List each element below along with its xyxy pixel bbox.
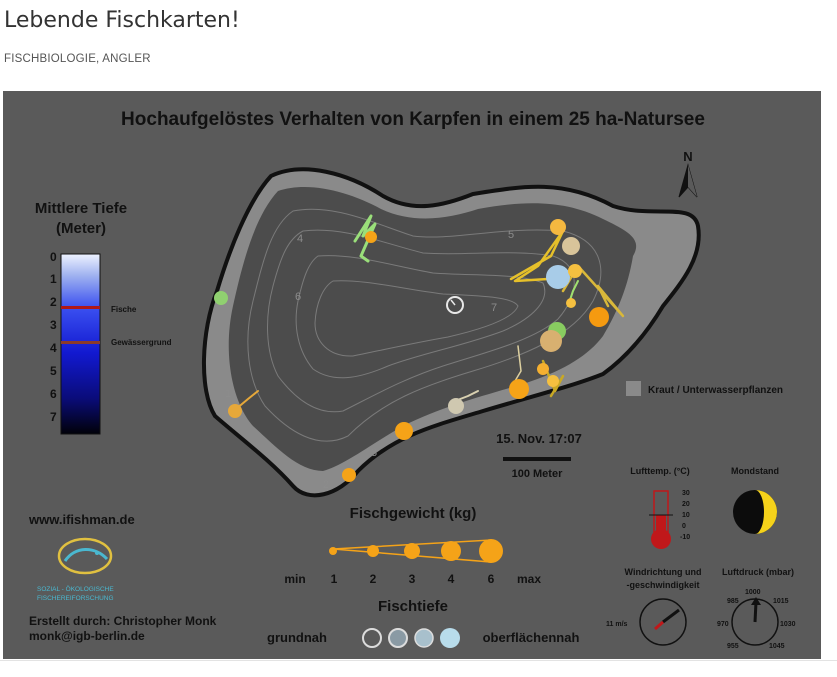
scale-label: 100 Meter (511, 468, 563, 480)
depth-left-label: grundnah (267, 630, 327, 645)
credit-email[interactable]: monk@igb-berlin.de (29, 629, 145, 643)
fish-marker[interactable] (509, 379, 529, 399)
depth-tick: 5 (50, 364, 57, 378)
air-temp-tick: 10 (682, 512, 690, 519)
fish-marker[interactable] (547, 375, 559, 387)
contour-label-7: 7 (491, 302, 498, 314)
wind-needle-tail (655, 622, 663, 629)
weight-value: 6 (487, 572, 495, 586)
depth-tick: 7 (50, 410, 57, 424)
credit-author: Erstellt durch: Christopher Monk (29, 614, 217, 628)
weight-title: Fischgewicht (kg) (349, 505, 477, 522)
depth-legend-title: Mittlere Tiefe (34, 200, 128, 217)
depth-swatch-3 (415, 629, 433, 647)
depth-swatch-2 (389, 629, 407, 647)
weight-value: 2 (369, 572, 377, 586)
weight-min-label: min (284, 572, 306, 586)
depth-right-label: oberflächennah (482, 630, 580, 645)
contour-label-5: 5 (508, 229, 515, 241)
fish-marker[interactable] (342, 468, 356, 482)
fish-marker[interactable] (562, 237, 580, 255)
fish-depth-marker (61, 306, 100, 309)
logo-text-line2: FISCHEREIFORSCHUNG (37, 595, 114, 602)
weight-value: 1 (330, 572, 338, 586)
bottom-depth-label: Gewässergrund (111, 338, 172, 347)
wind-title-line2: -geschwindigkeit (626, 580, 700, 590)
fish-marker[interactable] (568, 264, 582, 278)
depth-tick: 0 (50, 250, 57, 264)
depth-legend-unit: (Meter) (55, 220, 107, 237)
map-title: Hochaufgelöstes Verhalten von Karpfen in einem 25 ha-Natursee (121, 109, 705, 130)
fish-marker[interactable] (589, 307, 609, 327)
weight-dot-6 (479, 539, 503, 563)
weight-dot-1 (329, 547, 337, 555)
weight-max-label: max (516, 572, 542, 586)
pressure-tick: 1000 (745, 589, 761, 596)
contour-label-4: 4 (297, 233, 304, 245)
fish-map-figure (3, 91, 821, 659)
air-temp-tick: -10 (680, 534, 691, 541)
plants-legend-swatch (626, 381, 641, 396)
depth-swatch-4 (440, 628, 460, 648)
pressure-tick: 985 (727, 598, 739, 605)
contour-label-3: 3 (371, 447, 378, 459)
weight-value: 3 (408, 572, 416, 586)
depth-tick: 2 (50, 295, 57, 309)
pressure-tick: 970 (717, 621, 729, 628)
plants-legend-label: Kraut / Unterwasserpflanzen (648, 385, 784, 396)
depth-tick: 6 (50, 387, 57, 401)
fish-depth-label: Fische (111, 305, 137, 314)
fish-marker[interactable] (566, 298, 576, 308)
fish-marker[interactable] (214, 291, 228, 305)
moon-title: Mondstand (731, 466, 779, 476)
north-label: N (683, 149, 693, 164)
bottom-divider (0, 660, 837, 661)
depth-tick: 4 (50, 341, 57, 355)
page-title: Lebende Fischkarten! (4, 8, 240, 33)
timestamp: 15. Nov. 17:07 (496, 431, 582, 446)
contour-label-6: 6 (295, 291, 302, 303)
pressure-title: Luftdruck (mbar) (722, 567, 794, 577)
weight-dot-2 (367, 545, 379, 557)
depth-tick: 1 (50, 272, 57, 286)
fish-marker[interactable] (537, 363, 549, 375)
air-temp-ticks (680, 490, 690, 541)
fish-marker[interactable] (365, 231, 377, 243)
air-temp-tick: 30 (682, 490, 690, 497)
wind-title-line1: Windrichtung und (624, 567, 702, 577)
contour-label-1: 1 (225, 388, 232, 400)
igb-logo (59, 539, 111, 573)
website[interactable]: www.ifishman.de (29, 512, 135, 527)
air-temp-tick: 20 (682, 501, 690, 508)
fish-depth-title: Fischtiefe (377, 598, 449, 615)
pressure-tick: 1045 (769, 643, 785, 650)
scale-bar (503, 457, 571, 461)
air-temp-tick: 0 (682, 523, 686, 530)
weight-value: 4 (447, 572, 455, 586)
depth-swatch-1 (363, 629, 381, 647)
air-temp-title: Lufttemp. (°C) (630, 466, 690, 476)
pressure-tick: 955 (727, 643, 739, 650)
fish-marker[interactable] (228, 404, 242, 418)
logo-text-line1: SOZIAL - ÖKOLOGISCHE (37, 586, 114, 593)
weight-labels (284, 572, 541, 586)
fish-map-svg (3, 91, 821, 659)
bottom-depth-marker (61, 341, 100, 344)
contour-label-2: 2 (323, 479, 330, 491)
pressure-tick: 1030 (780, 621, 796, 628)
weight-dot-3 (404, 543, 420, 559)
wind-speed: 11 m/s (606, 621, 628, 628)
wind-needle (663, 610, 679, 622)
depth-ticks (50, 250, 57, 424)
fish-marker[interactable] (546, 265, 570, 289)
page-categories[interactable]: FISCHBIOLOGIE, ANGLER (4, 53, 151, 65)
pressure-tick: 1015 (773, 598, 789, 605)
fish-marker[interactable] (540, 330, 562, 352)
fish-marker[interactable] (395, 422, 413, 440)
fish-marker[interactable] (550, 219, 566, 235)
weight-dot-4 (441, 541, 461, 561)
fish-marker[interactable] (448, 398, 464, 414)
pressure-needle-tip (751, 597, 761, 605)
depth-tick: 3 (50, 318, 57, 332)
thermometer-bulb (651, 529, 671, 549)
